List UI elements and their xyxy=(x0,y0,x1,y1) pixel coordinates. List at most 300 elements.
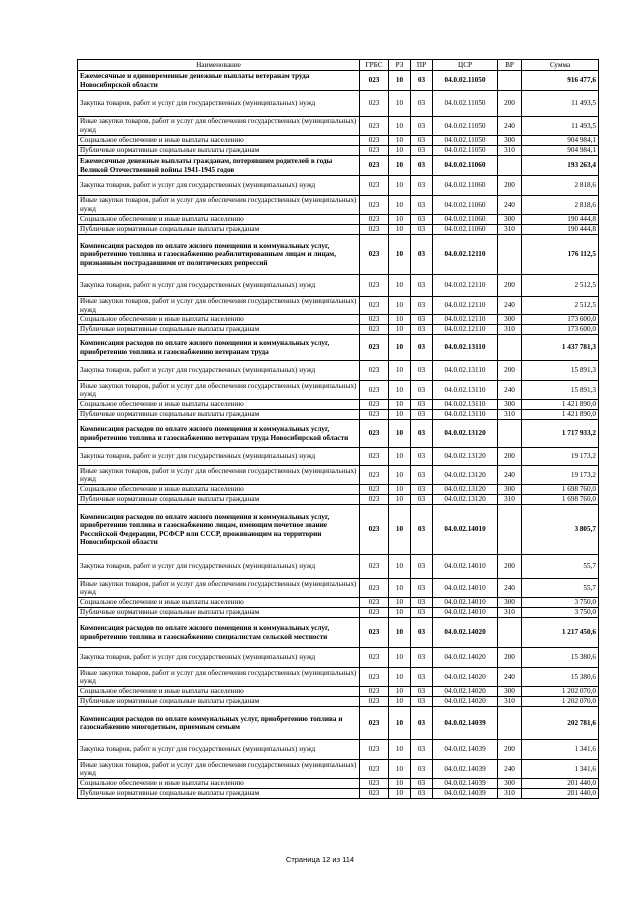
cell-sum: 15 380,6 xyxy=(522,648,599,668)
cell-csr: 04.0.02.13110 xyxy=(433,400,498,410)
cell-csr: 04.0.02.11060 xyxy=(433,176,498,196)
cell-grbs: 023 xyxy=(360,495,389,505)
cell-name: Закупка товаров, работ и услуг для государственных (муниципальных) нужд xyxy=(78,361,360,381)
cell-grbs: 023 xyxy=(360,325,389,335)
cell-name: Закупка товаров, работ и услуг для государственных (муниципальных) нужд xyxy=(78,275,360,297)
cell-grbs: 023 xyxy=(360,485,389,495)
cell-rz: 10 xyxy=(389,146,411,156)
cell-sum: 904 984,1 xyxy=(522,146,599,156)
header-grbs: ГРБС xyxy=(360,60,389,71)
cell-csr: 04.0.02.14010 xyxy=(433,598,498,608)
cell-pr: 03 xyxy=(411,335,433,361)
cell-name: Публичные нормативные социальные выплаты гражданам xyxy=(78,789,360,799)
cell-grbs: 023 xyxy=(360,420,389,448)
cell-sum: 1 341,6 xyxy=(522,760,599,779)
table-row xyxy=(78,381,599,400)
table-row xyxy=(78,156,599,176)
table-row xyxy=(78,789,599,799)
cell-pr: 03 xyxy=(411,779,433,789)
header-sum: Сумма xyxy=(522,60,599,71)
cell-rz: 10 xyxy=(389,779,411,789)
cell-sum: 201 440,0 xyxy=(522,789,599,799)
cell-rz: 10 xyxy=(389,136,411,146)
cell-rz: 10 xyxy=(389,485,411,495)
cell-grbs: 023 xyxy=(360,235,389,275)
cell-rz: 10 xyxy=(389,668,411,687)
cell-name: Компенсация расходов по оплате коммунальных услуг, приобретению топлива и газоснабжению многодетным, приемным семьям xyxy=(78,707,360,740)
cell-sum: 19 173,2 xyxy=(522,466,599,485)
page-number: Страница 12 из 114 xyxy=(285,855,355,864)
cell-grbs: 023 xyxy=(360,668,389,687)
cell-name: Иные закупки товаров, работ и услуг для обеспечения государственных (муниципальных) нужд xyxy=(78,466,360,485)
cell-rz: 10 xyxy=(389,410,411,420)
cell-vr: 240 xyxy=(498,760,522,779)
cell-csr: 04.0.02.12110 xyxy=(433,325,498,335)
cell-csr: 04.0.02.14020 xyxy=(433,618,498,648)
cell-grbs: 023 xyxy=(360,555,389,579)
cell-name: Иные закупки товаров, работ и услуг для обеспечения государственных (муниципальных) нужд xyxy=(78,668,360,687)
cell-pr: 03 xyxy=(411,325,433,335)
table-row xyxy=(78,668,599,687)
cell-rz: 10 xyxy=(389,420,411,448)
cell-pr: 03 xyxy=(411,760,433,779)
cell-grbs: 023 xyxy=(360,608,389,618)
cell-csr: 04.0.02.13120 xyxy=(433,485,498,495)
cell-name: Ежемесячные денежные выплаты гражданам, потерявшим родителей в годы Великой Отечественной войны 1941-1945 годов xyxy=(78,156,360,176)
cell-sum: 193 263,4 xyxy=(522,156,599,176)
cell-rz: 10 xyxy=(389,579,411,598)
cell-vr: 300 xyxy=(498,687,522,697)
cell-rz: 10 xyxy=(389,156,411,176)
cell-grbs: 023 xyxy=(360,91,389,117)
table-row xyxy=(78,760,599,779)
cell-name: Закупка товаров, работ и услуг для государственных (муниципальных) нужд xyxy=(78,176,360,196)
cell-name: Компенсация расходов по оплате жилого помещения и коммунальных услуг, приобретению топлива и газоснабжению реабилитированным лицам и лицам, признанным пострадавшими от политических репрессий xyxy=(78,235,360,275)
cell-name: Публичные нормативные социальные выплаты гражданам xyxy=(78,608,360,618)
cell-grbs: 023 xyxy=(360,697,389,707)
cell-vr: 240 xyxy=(498,196,522,215)
table-row xyxy=(78,117,599,136)
table-row xyxy=(78,740,599,760)
cell-vr: 240 xyxy=(498,381,522,400)
cell-sum: 3 750,0 xyxy=(522,608,599,618)
cell-grbs: 023 xyxy=(360,196,389,215)
cell-vr xyxy=(498,335,522,361)
cell-pr: 03 xyxy=(411,297,433,315)
cell-pr: 03 xyxy=(411,598,433,608)
cell-csr: 04.0.02.14010 xyxy=(433,608,498,618)
cell-csr: 04.0.02.11050 xyxy=(433,71,498,91)
cell-vr: 240 xyxy=(498,579,522,598)
cell-sum: 55,7 xyxy=(522,555,599,579)
cell-vr xyxy=(498,618,522,648)
cell-rz: 10 xyxy=(389,697,411,707)
cell-sum: 2 818,6 xyxy=(522,196,599,215)
cell-rz: 10 xyxy=(389,275,411,297)
cell-name: Компенсация расходов по оплате жилого помещения и коммунальных услуг, приобретению топлива и газоснабжению ветеранам труда xyxy=(78,335,360,361)
cell-vr: 200 xyxy=(498,361,522,381)
header-rz: РЗ xyxy=(389,60,411,71)
cell-grbs: 023 xyxy=(360,225,389,235)
cell-grbs: 023 xyxy=(360,466,389,485)
cell-grbs: 023 xyxy=(360,146,389,156)
cell-grbs: 023 xyxy=(360,740,389,760)
table-row xyxy=(78,361,599,381)
cell-pr: 03 xyxy=(411,466,433,485)
cell-pr: 03 xyxy=(411,618,433,648)
cell-grbs: 023 xyxy=(360,71,389,91)
cell-name: Публичные нормативные социальные выплаты гражданам xyxy=(78,146,360,156)
table-row xyxy=(78,598,599,608)
cell-pr: 03 xyxy=(411,420,433,448)
cell-pr: 03 xyxy=(411,91,433,117)
cell-grbs: 023 xyxy=(360,687,389,697)
cell-grbs: 023 xyxy=(360,361,389,381)
cell-sum: 15 380,6 xyxy=(522,668,599,687)
cell-grbs: 023 xyxy=(360,707,389,740)
cell-name: Социальное обеспечение и иные выплаты населению xyxy=(78,687,360,697)
cell-rz: 10 xyxy=(389,215,411,225)
cell-sum: 904 984,1 xyxy=(522,136,599,146)
cell-grbs: 023 xyxy=(360,505,389,555)
table-row xyxy=(78,91,599,117)
cell-vr: 300 xyxy=(498,315,522,325)
cell-sum: 1 717 933,2 xyxy=(522,420,599,448)
cell-rz: 10 xyxy=(389,361,411,381)
cell-pr: 03 xyxy=(411,225,433,235)
cell-pr: 03 xyxy=(411,505,433,555)
cell-name: Закупка товаров, работ и услуг для государственных (муниципальных) нужд xyxy=(78,448,360,466)
cell-grbs: 023 xyxy=(360,618,389,648)
table-row xyxy=(78,420,599,448)
cell-name: Закупка товаров, работ и услуг для государственных (муниципальных) нужд xyxy=(78,91,360,117)
table-row xyxy=(78,400,599,410)
cell-name: Компенсация расходов по оплате жилого помещения и коммунальных услуг, приобретению топлива и газоснабжению специалистам сельской местности xyxy=(78,618,360,648)
cell-csr: 04.0.02.14010 xyxy=(433,579,498,598)
cell-rz: 10 xyxy=(389,687,411,697)
cell-vr: 200 xyxy=(498,275,522,297)
cell-csr: 04.0.02.12110 xyxy=(433,275,498,297)
cell-pr: 03 xyxy=(411,176,433,196)
cell-csr: 04.0.02.14020 xyxy=(433,668,498,687)
cell-sum: 15 891,3 xyxy=(522,381,599,400)
cell-sum: 176 112,5 xyxy=(522,235,599,275)
cell-name: Социальное обеспечение и иные выплаты населению xyxy=(78,215,360,225)
cell-sum: 190 444,8 xyxy=(522,225,599,235)
cell-vr xyxy=(498,707,522,740)
cell-pr: 03 xyxy=(411,361,433,381)
cell-pr: 03 xyxy=(411,275,433,297)
cell-vr: 240 xyxy=(498,117,522,136)
table-row xyxy=(78,235,599,275)
cell-name: Компенсация расходов по оплате жилого помещения и коммунальных услуг, приобретению топлива и газоснабжению лицам, имеющим почетное звание Российской Федерации, РСФСР или СССР, проживающим на территории Новосибирской области xyxy=(78,505,360,555)
cell-csr: 04.0.02.13120 xyxy=(433,420,498,448)
cell-grbs: 023 xyxy=(360,448,389,466)
cell-vr: 310 xyxy=(498,608,522,618)
cell-name: Закупка товаров, работ и услуг для государственных (муниципальных) нужд xyxy=(78,648,360,668)
table-row xyxy=(78,176,599,196)
cell-vr: 310 xyxy=(498,225,522,235)
cell-name: Публичные нормативные социальные выплаты гражданам xyxy=(78,697,360,707)
cell-name: Социальное обеспечение и иные выплаты населению xyxy=(78,136,360,146)
cell-sum: 202 781,6 xyxy=(522,707,599,740)
table-row xyxy=(78,71,599,91)
cell-name: Иные закупки товаров, работ и услуг для обеспечения государственных (муниципальных) нужд xyxy=(78,381,360,400)
table-row xyxy=(78,146,599,156)
cell-sum: 1 217 450,6 xyxy=(522,618,599,648)
cell-vr: 300 xyxy=(498,779,522,789)
cell-vr: 200 xyxy=(498,176,522,196)
cell-rz: 10 xyxy=(389,225,411,235)
cell-grbs: 023 xyxy=(360,275,389,297)
table-row xyxy=(78,448,599,466)
table-row xyxy=(78,410,599,420)
cell-vr: 310 xyxy=(498,325,522,335)
cell-pr: 03 xyxy=(411,71,433,91)
cell-vr: 300 xyxy=(498,136,522,146)
cell-grbs: 023 xyxy=(360,136,389,146)
cell-csr: 04.0.02.11050 xyxy=(433,146,498,156)
cell-pr: 03 xyxy=(411,648,433,668)
cell-vr: 310 xyxy=(498,789,522,799)
cell-vr xyxy=(498,235,522,275)
cell-rz: 10 xyxy=(389,400,411,410)
cell-grbs: 023 xyxy=(360,315,389,325)
cell-rz: 10 xyxy=(389,325,411,335)
cell-vr: 240 xyxy=(498,466,522,485)
cell-vr xyxy=(498,420,522,448)
cell-csr: 04.0.02.14020 xyxy=(433,648,498,668)
cell-csr: 04.0.02.13120 xyxy=(433,448,498,466)
cell-rz: 10 xyxy=(389,381,411,400)
cell-name: Иные закупки товаров, работ и услуг для обеспечения государственных (муниципальных) нужд xyxy=(78,117,360,136)
cell-csr: 04.0.02.12110 xyxy=(433,297,498,315)
cell-vr: 200 xyxy=(498,555,522,579)
table-row xyxy=(78,608,599,618)
table-row xyxy=(78,505,599,555)
budget-table xyxy=(77,59,599,799)
cell-vr: 200 xyxy=(498,448,522,466)
cell-csr: 04.0.02.14039 xyxy=(433,779,498,789)
cell-sum: 2 818,6 xyxy=(522,176,599,196)
table-row xyxy=(78,495,599,505)
cell-vr: 200 xyxy=(498,740,522,760)
cell-csr: 04.0.02.13110 xyxy=(433,335,498,361)
cell-rz: 10 xyxy=(389,297,411,315)
cell-vr: 300 xyxy=(498,400,522,410)
cell-sum: 1 698 760,0 xyxy=(522,485,599,495)
cell-grbs: 023 xyxy=(360,335,389,361)
cell-rz: 10 xyxy=(389,71,411,91)
cell-vr xyxy=(498,156,522,176)
cell-rz: 10 xyxy=(389,648,411,668)
cell-pr: 03 xyxy=(411,687,433,697)
cell-sum: 173 600,0 xyxy=(522,325,599,335)
cell-pr: 03 xyxy=(411,485,433,495)
cell-pr: 03 xyxy=(411,315,433,325)
cell-sum: 2 512,5 xyxy=(522,297,599,315)
cell-sum: 55,7 xyxy=(522,579,599,598)
cell-pr: 03 xyxy=(411,400,433,410)
cell-grbs: 023 xyxy=(360,760,389,779)
cell-csr: 04.0.02.11060 xyxy=(433,225,498,235)
cell-csr: 04.0.02.14039 xyxy=(433,760,498,779)
header-csr: ЦСР xyxy=(433,60,498,71)
cell-pr: 03 xyxy=(411,697,433,707)
cell-sum: 190 444,8 xyxy=(522,215,599,225)
table-row xyxy=(78,275,599,297)
cell-csr: 04.0.02.13120 xyxy=(433,495,498,505)
cell-csr: 04.0.02.11060 xyxy=(433,156,498,176)
cell-csr: 04.0.02.14039 xyxy=(433,740,498,760)
cell-vr: 300 xyxy=(498,485,522,495)
cell-pr: 03 xyxy=(411,740,433,760)
cell-sum: 2 512,5 xyxy=(522,275,599,297)
cell-pr: 03 xyxy=(411,495,433,505)
cell-vr: 240 xyxy=(498,297,522,315)
cell-vr: 200 xyxy=(498,91,522,117)
cell-vr: 240 xyxy=(498,668,522,687)
cell-csr: 04.0.02.14039 xyxy=(433,707,498,740)
cell-name: Социальное обеспечение и иные выплаты населению xyxy=(78,598,360,608)
table-body xyxy=(78,71,599,799)
cell-rz: 10 xyxy=(389,315,411,325)
cell-grbs: 023 xyxy=(360,215,389,225)
cell-pr: 03 xyxy=(411,235,433,275)
cell-name: Закупка товаров, работ и услуг для государственных (муниципальных) нужд xyxy=(78,555,360,579)
cell-sum: 15 891,3 xyxy=(522,361,599,381)
table-row xyxy=(78,485,599,495)
cell-vr: 310 xyxy=(498,410,522,420)
table-header-row xyxy=(78,60,599,71)
cell-name: Иные закупки товаров, работ и услуг для обеспечения государственных (муниципальных) нужд xyxy=(78,297,360,315)
table-row xyxy=(78,466,599,485)
cell-sum: 1 202 070,0 xyxy=(522,687,599,697)
cell-sum: 916 477,6 xyxy=(522,71,599,91)
cell-sum: 1 421 890,0 xyxy=(522,410,599,420)
cell-grbs: 023 xyxy=(360,789,389,799)
cell-name: Социальное обеспечение и иные выплаты населению xyxy=(78,400,360,410)
cell-rz: 10 xyxy=(389,740,411,760)
cell-sum: 11 493,5 xyxy=(522,117,599,136)
cell-vr: 310 xyxy=(498,495,522,505)
cell-name: Публичные нормативные социальные выплаты гражданам xyxy=(78,325,360,335)
cell-rz: 10 xyxy=(389,91,411,117)
cell-csr: 04.0.02.11050 xyxy=(433,117,498,136)
cell-grbs: 023 xyxy=(360,598,389,608)
table-row xyxy=(78,215,599,225)
table-row xyxy=(78,779,599,789)
cell-csr: 04.0.02.14039 xyxy=(433,789,498,799)
cell-grbs: 023 xyxy=(360,381,389,400)
cell-grbs: 023 xyxy=(360,400,389,410)
cell-pr: 03 xyxy=(411,381,433,400)
cell-pr: 03 xyxy=(411,117,433,136)
cell-rz: 10 xyxy=(389,608,411,618)
cell-pr: 03 xyxy=(411,146,433,156)
table-row xyxy=(78,315,599,325)
cell-pr: 03 xyxy=(411,789,433,799)
cell-pr: 03 xyxy=(411,579,433,598)
cell-rz: 10 xyxy=(389,117,411,136)
cell-vr: 310 xyxy=(498,146,522,156)
cell-vr xyxy=(498,71,522,91)
cell-vr: 300 xyxy=(498,598,522,608)
cell-csr: 04.0.02.12110 xyxy=(433,235,498,275)
cell-sum: 3 805,7 xyxy=(522,505,599,555)
cell-sum: 1 437 781,3 xyxy=(522,335,599,361)
cell-vr xyxy=(498,505,522,555)
cell-csr: 04.0.02.14010 xyxy=(433,555,498,579)
cell-grbs: 023 xyxy=(360,176,389,196)
cell-sum: 1 202 070,0 xyxy=(522,697,599,707)
cell-rz: 10 xyxy=(389,448,411,466)
cell-csr: 04.0.02.14010 xyxy=(433,505,498,555)
table-row xyxy=(78,297,599,315)
cell-vr: 300 xyxy=(498,215,522,225)
cell-grbs: 023 xyxy=(360,648,389,668)
cell-rz: 10 xyxy=(389,789,411,799)
cell-sum: 1 341,6 xyxy=(522,740,599,760)
table-row xyxy=(78,579,599,598)
header-vr: ВР xyxy=(498,60,522,71)
header-pr: ПР xyxy=(411,60,433,71)
cell-sum: 1 698 760,0 xyxy=(522,495,599,505)
cell-csr: 04.0.02.14020 xyxy=(433,687,498,697)
cell-grbs: 023 xyxy=(360,410,389,420)
table-row xyxy=(78,196,599,215)
cell-name: Социальное обеспечение и иные выплаты населению xyxy=(78,779,360,789)
table-row xyxy=(78,707,599,740)
cell-grbs: 023 xyxy=(360,156,389,176)
cell-rz: 10 xyxy=(389,505,411,555)
cell-sum: 19 173,2 xyxy=(522,448,599,466)
table-row xyxy=(78,555,599,579)
cell-name: Иные закупки товаров, работ и услуг для обеспечения государственных (муниципальных) нужд xyxy=(78,579,360,598)
cell-name: Иные закупки товаров, работ и услуг для обеспечения государственных (муниципальных) нужд xyxy=(78,760,360,779)
cell-csr: 04.0.02.12110 xyxy=(433,315,498,325)
cell-rz: 10 xyxy=(389,335,411,361)
table-row xyxy=(78,136,599,146)
cell-rz: 10 xyxy=(389,760,411,779)
cell-pr: 03 xyxy=(411,136,433,146)
cell-name: Компенсация расходов по оплате жилого помещения и коммунальных услуг, приобретению топлива и газоснабжению ветеранам труда Новосибирской области xyxy=(78,420,360,448)
cell-sum: 1 421 890,0 xyxy=(522,400,599,410)
cell-csr: 04.0.02.13110 xyxy=(433,381,498,400)
cell-grbs: 023 xyxy=(360,579,389,598)
cell-pr: 03 xyxy=(411,215,433,225)
cell-pr: 03 xyxy=(411,410,433,420)
cell-sum: 201 440,0 xyxy=(522,779,599,789)
cell-sum: 173 600,0 xyxy=(522,315,599,325)
cell-csr: 04.0.02.11060 xyxy=(433,196,498,215)
cell-pr: 03 xyxy=(411,555,433,579)
table-row xyxy=(78,225,599,235)
cell-grbs: 023 xyxy=(360,117,389,136)
cell-rz: 10 xyxy=(389,176,411,196)
cell-rz: 10 xyxy=(389,495,411,505)
cell-name: Публичные нормативные социальные выплаты гражданам xyxy=(78,495,360,505)
cell-pr: 03 xyxy=(411,196,433,215)
cell-rz: 10 xyxy=(389,555,411,579)
cell-csr: 04.0.02.11050 xyxy=(433,136,498,146)
cell-sum: 11 493,5 xyxy=(522,91,599,117)
cell-vr: 310 xyxy=(498,697,522,707)
cell-vr: 200 xyxy=(498,648,522,668)
table-row xyxy=(78,648,599,668)
cell-rz: 10 xyxy=(389,235,411,275)
cell-rz: 10 xyxy=(389,466,411,485)
